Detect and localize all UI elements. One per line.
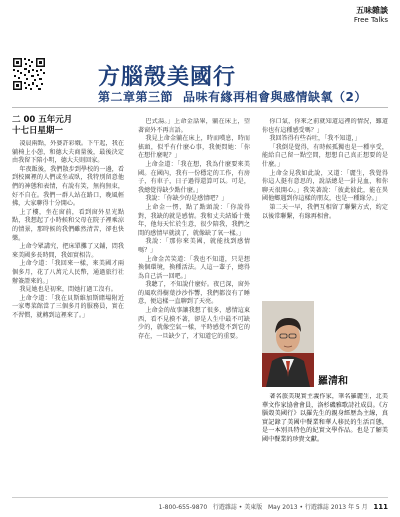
paragraph: 凌晨兩點，外婆許彩娥。下午起，我在躺椅上小憩，和德大夫商量後，最後決定由我留下陪小明，德大夫則回家。 [12,140,124,165]
paragraph: 上了樓，坐在窗前，看到窗外星光點點，我想起了小時候和父母在院子裡乘涼的情景，那時候的我們雖然清苦，卻也快樂。 [12,208,124,242]
paragraph: 上命金的故事讓我想了很多，感情這東西，看不見摸不著，卻是人生中最不可缺少的，就像空氣一樣，平時感覺不到它的存在，一旦缺少了，才知道它的重要。 [138,307,250,340]
paragraph: 我見上命金躺在床上，時而嘆息，時而搖頭，似乎有什麼心事，我便問她：「你在想什麼呢？」 [138,135,250,160]
paragraph: 你口氣，你來之前就知道這裡的情況，難道你也有這種感受嗎？」 [262,118,388,134]
author-photo [262,301,314,387]
article-subtitle [98,88,367,105]
paragraph: 上命令道：「我回來一樣，來美國才兩個多月，花了八萬元人民幣，通過旅行社辦簽證來的。」 [12,260,124,285]
author-bio [262,393,388,483]
paragraph: 第二天一早，我們互相留了聯繫方式，約定以後常聯繫，有緣再相會。 [262,203,388,220]
footer-phone: 1-800-655-9870 [158,504,208,511]
entry-date: 二 00 五年元月 十七日星期一 [12,115,73,136]
qr-code-icon [12,57,46,91]
title-divider [12,107,388,108]
page-number: 111 [373,503,388,511]
paragraph: 上命金道：「我在想，我為什麼要來美國。在國內，我有一份穩定的工作，有房子，有車子，日子過得還算可以。可是，我總覺得缺少點什麼。」 [138,160,250,194]
paragraph: 上命金見我如此說，又道：「麗生，我覺得你這人挺有意思的，說話總是一針見血，和你聊天很開心。」我笑著說：「彼此彼此，能在異國他鄉遇到你這樣的朋友，也是一種緣分。」 [262,169,388,203]
paragraph: 上命金苦笑道：「我也不知道，只是想換個環境，換種活法。人這一輩子，總得為自己活一回吧。」 [138,255,250,280]
body-column-1 [12,140,124,490]
body-column-2 [138,118,250,490]
paragraph: 我說：「那你來美國，就能找到感情嗎？」 [138,238,250,254]
paragraph: 著名旅美現實主義作家，筆名羅麗生，北美華文作家協會會員，洛杉磯雅歌詩社成員。《方腦殼美國行》以羅先生的親身經歷為主線，真實記錄了美國中餐業和華人移民的生活百態，是一本別具特色的紀實文學作品。也是了解美國中餐業的珍貴文獻。 [262,393,388,443]
paragraph: 我見她也是初來，問她打過工沒有。 [19,286,117,294]
body-column-3 [262,118,388,298]
paragraph: 「我倒是覺得，有時候孤獨也是一種享受，能給自己留一點空間，想想自己真正想要的是什麼。」 [262,143,388,168]
footer-issue: May 2013 • 行遊雜誌 2013 年 5 月 [267,504,368,511]
paragraph: 我說：「你缺少的是感情吧？」 [145,195,228,203]
paragraph: 上命令眾講究，把床單攤了又鋪，問我來美國多長時間，我如實相告。 [12,243,124,259]
paragraph: 我回答得有些吞吐，「我不知道，」 [269,135,361,143]
author-name: 羅清和 [318,376,348,387]
paragraph: 上命金一愣，點了點頭說：「你說得對，我缺的就是感情。我和丈夫結婚十幾年，他每天忙於生意，很少陪我，我們之間的感情早就淡了，就像缺了氧一樣。」 [138,203,250,237]
page-footer [12,497,388,511]
paragraph: 巴式湯。」上命金話畢，躺在床上，望著窗外不再言語。 [138,118,250,134]
paragraph: 年夜飯後，我們散步到學校的一邊，看到校園裡的人們或坐或臥，我特別留意他們的神態和表情，有說有笑，無拘無束，好不自在。我們一群人站在路口，晚風輕拂，大家聊得十分開心。 [12,165,124,208]
paragraph: 上命令道：「我在貝斯維加斯賭場附近一家粵菜館當了三個多月的服務員，實在不習慣，就轉到這裡來了。」 [12,294,124,319]
chapter-label: 第二章第三節 [98,90,174,104]
footer-magazine: 行遊雜誌 • 美東版 [212,504,263,511]
section-title: 五味雜談 [356,6,388,15]
article-title: 方腦殼美國行 [98,64,237,90]
section-header [354,6,388,25]
section-subtitle: Free Talks [353,16,388,24]
paragraph: 我聽了，不知說什麼好。夜已深，窗外的風吹得樹葉沙沙作響，我們都沒有了睡意，便這樣一直聊到了天亮。 [138,281,250,306]
subtitle-text: 品味有緣再相會與感情缺氧（2） [183,90,367,104]
